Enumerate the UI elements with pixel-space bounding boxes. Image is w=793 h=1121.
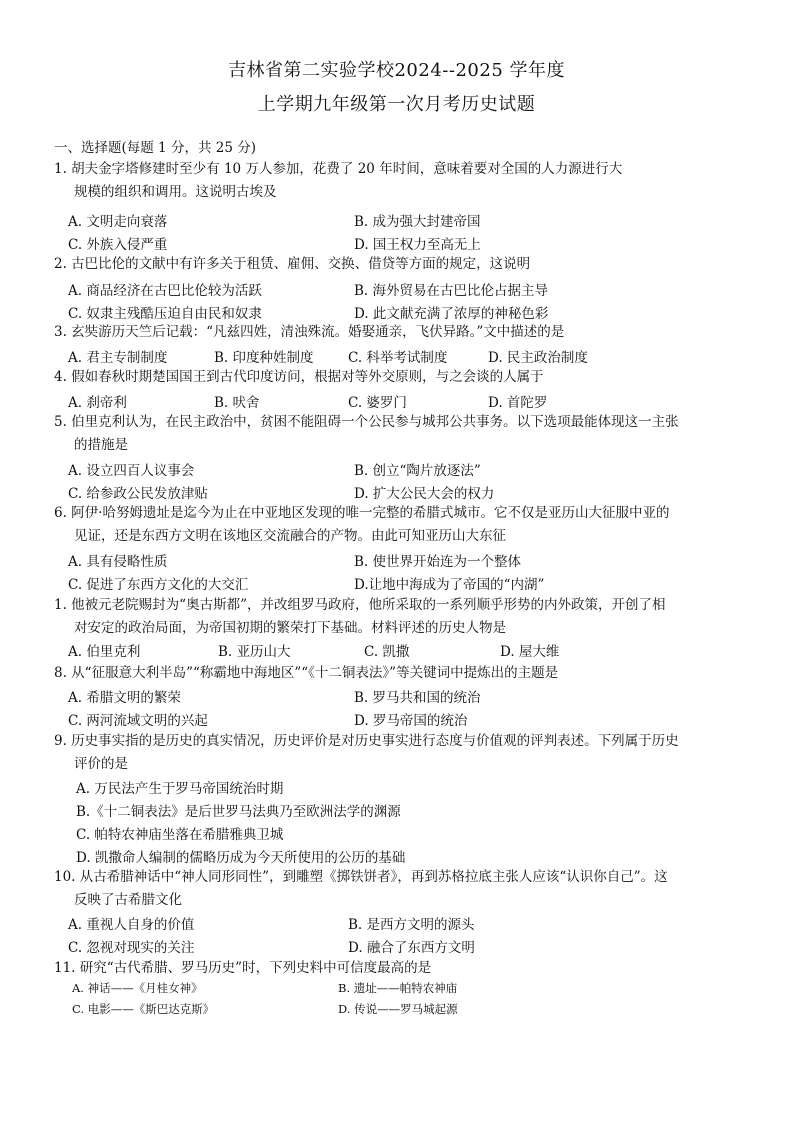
- option-c: C. 外族入侵严重: [68, 237, 168, 253]
- option-d: D. 屋大维: [500, 644, 560, 660]
- question-stem: 5. 伯里克利认为，在民主政治中，贫困不能阻碍一个公民参与城邦公共事务。以下选项最能体现这一主张: [54, 414, 679, 430]
- question-stem: 2. 古巴比伦的文献中有许多关于租赁、雇佣、交换、借贷等方面的规定，这说明: [54, 256, 531, 272]
- exam-title-line2: 上学期九年级第一次月考历史试题: [257, 94, 536, 115]
- question-stem: 6. 阿伊·哈努姆遗址是迄今为止在中亚地区发现的唯一完整的希腊式城市。它不仅是亚历山大征服中亚的: [54, 505, 670, 521]
- option-d: D. 国王权力至高无上: [354, 237, 481, 253]
- option-c: C. 电影——《斯巴达克斯》: [72, 1002, 215, 1016]
- option-b: B. 使世界开始连为一个整体: [354, 554, 522, 570]
- question-stem-cont: 见证，还是东西方文明在该地区交流融合的产物。由此可知亚历山大东征: [74, 528, 506, 544]
- option-c: C. 帕特农神庙坐落在希腊雅典卫城: [76, 827, 284, 843]
- option-a: A. 君主专制制度: [68, 350, 168, 366]
- option-b: B. 是西方文明的源头: [348, 917, 475, 933]
- option-b: B.《十二铜表法》是后世罗马法典乃至欧洲法学的渊源: [76, 804, 401, 820]
- question-stem: 10. 从古希腊神话中“神人同形同性”，到雕塑《掷铁饼者》，再到苏格拉底主张人应该“认识你自己”。这: [54, 869, 668, 885]
- option-d: D. 首陀罗: [488, 395, 548, 411]
- question-stem-cont: 的措施是: [74, 437, 128, 453]
- option-c: C. 忽视对现实的关注: [68, 940, 195, 956]
- option-b: B. 吠舍: [214, 395, 260, 411]
- option-d: D. 罗马帝国的统治: [354, 713, 468, 729]
- question-stem-cont: 反映了古希腊文化: [74, 892, 182, 908]
- option-a: A. 神话——《月桂女神》: [72, 981, 203, 995]
- option-d: D. 扩大公民大会的权力: [354, 486, 495, 502]
- option-a: A. 万民法产生于罗马帝国统治时期: [76, 781, 284, 797]
- option-d: D. 此文献充满了浓厚的神秘色彩: [354, 306, 549, 322]
- exam-title-line1: 吉林省第二实验学校2024--2025 学年度: [227, 60, 565, 81]
- option-d: D.让地中海成为了帝国的“内湖”: [354, 577, 545, 593]
- option-c: C. 科举考试制度: [348, 350, 448, 366]
- option-d: D. 融合了东西方文明: [348, 940, 475, 956]
- option-d: D. 传说——罗马城起源: [338, 1002, 458, 1016]
- option-b: B. 遗址——帕特农神庙: [338, 981, 458, 995]
- question-7: [54, 594, 714, 640]
- question-9: [54, 730, 714, 776]
- option-c: C. 婆罗门: [348, 395, 407, 411]
- option-c: C. 给参政公民发放津贴: [68, 486, 208, 502]
- question-stem: 9. 历史事实指的是历史的真实情况，历史评价是对历史事实进行态度与价值观的评判表述。下列属于历史: [54, 733, 679, 749]
- option-a: A. 伯里克利: [68, 644, 141, 660]
- option-a: A. 商品经济在古巴比伦较为活跃: [68, 283, 262, 299]
- option-b: B. 成为强大封建帝国: [354, 214, 481, 230]
- question-stem: 8. 从“征服意大利半岛”“称霸地中海地区”“《十二铜表法》”等关键词中提炼出的主题是: [54, 665, 559, 681]
- question-11: [54, 957, 714, 980]
- option-a: A. 重视人自身的价值: [68, 917, 195, 933]
- option-c: C. 两河流域文明的兴起: [68, 713, 208, 729]
- option-b: B. 创立“陶片放逐法”: [354, 463, 481, 479]
- option-b: B. 罗马共和国的统治: [354, 690, 481, 706]
- option-b: B. 亚历山大: [218, 644, 291, 660]
- question-6: [54, 502, 714, 548]
- option-c: C. 凯撒: [364, 644, 410, 660]
- option-b: B. 海外贸易在古巴比伦占据主导: [354, 283, 549, 299]
- question-stem-cont: 评价的是: [74, 756, 128, 772]
- question-5: [54, 411, 714, 457]
- question-stem: 11. 研究“古代希腊、罗马历史”时，下列史料中可信度最高的是: [54, 960, 432, 976]
- option-c: C. 奴隶主残酷压迫自由民和奴隶: [68, 306, 262, 322]
- question-stem-cont: 对安定的政治局面，为帝国初期的繁荣打下基础。材料评述的历史人物是: [74, 620, 506, 636]
- option-a: A. 设立四百人议事会: [68, 463, 195, 479]
- option-d: D. 民主政治制度: [488, 350, 588, 366]
- question-2: [54, 253, 714, 276]
- option-a: A. 希腊文明的繁荣: [68, 690, 181, 706]
- question-stem: 1. 他被元老院赐封为“奥古斯都”，并改组罗马政府，他所采取的一系列顺乎形势的内外政策，开创了相: [54, 597, 666, 613]
- question-1: [54, 158, 714, 204]
- question-8: [54, 662, 714, 685]
- option-b: B. 印度种姓制度: [214, 350, 314, 366]
- question-4: [54, 366, 714, 389]
- question-stem: 3. 玄奘游历天竺后记载：“凡兹四姓，清浊殊流。婚娶通亲，飞伏异路。”文中描述的是: [54, 324, 565, 340]
- question-10: [54, 866, 714, 912]
- option-c: C. 促进了东西方文化的大交汇: [68, 577, 249, 593]
- option-a: A. 文明走向衰落: [68, 214, 168, 230]
- option-d: D. 凯撒命人编制的儒略历成为今天所使用的公历的基础: [76, 850, 406, 866]
- option-a: A. 具有侵略性质: [68, 554, 168, 570]
- question-3: [54, 321, 714, 344]
- question-stem-cont: 规模的组织和调用。这说明古埃及: [74, 184, 277, 200]
- option-a: A. 刹帝利: [68, 395, 127, 411]
- section-heading: 一、选择题(每题 1 分，共 25 分): [54, 140, 256, 156]
- question-stem: 1. 胡夫金字塔修建时至少有 10 万人参加，花费了 20 年时间，意味着要对全国的人力源进行大: [54, 161, 623, 177]
- question-stem: 4. 假如春秋时期楚国国王到古代印度访问，根据对等外交原则，与之会谈的人属于: [54, 369, 544, 385]
